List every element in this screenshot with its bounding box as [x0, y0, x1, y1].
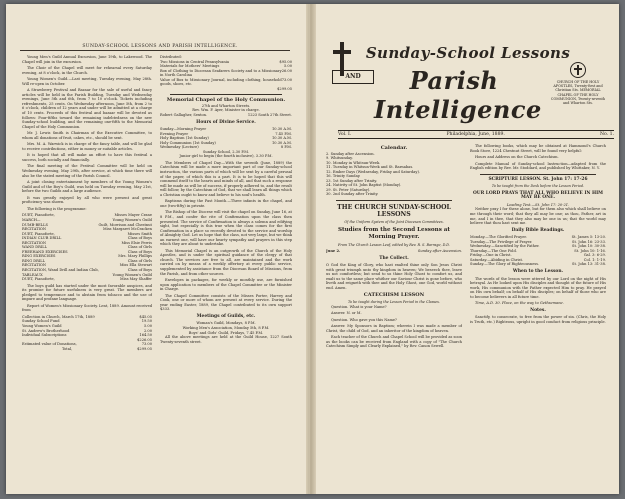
masthead-and: AND — [332, 70, 374, 84]
programme-item: RING DRILL Class of Girls — [22, 258, 152, 263]
entertainment-notice: A joint closing entertainment by members of the Young Women's Guild and of the Boy's Guild, was held on Tuesday evening, May 21st, before the two Guilds and a large audience. — [22, 180, 152, 194]
baptisms-notice: Baptisms during the Past Month.—Three infants in the chapel, and one (two-fifty) in private. — [160, 199, 292, 208]
guild-notice: Young Women's Guild.—Last meeting, Tuesday evening, May 28th. Will re-open in October. — [22, 77, 152, 86]
boys-guild-notice: The boys guild has started under the most favorable auspices, and its promise for future usefulness is very great. The members are pledged to temperance and to abstain from tobacco and the use of impure and profane language. — [22, 283, 152, 302]
church-emblem — [548, 62, 608, 105]
ledger-estimated: Estimated value of Donations, 73.00 — [22, 342, 152, 347]
seal-icon — [570, 62, 586, 78]
leading-text: Neither pray I for these alone, but for them also which shall believe on me through their word; that they all may be one; as thou, Father, art in me, and I in thee, that they also may be one in us; that the world may believe that thou hast sent me. — [470, 207, 606, 226]
right-column-2 — [470, 144, 606, 489]
book-item-2: Complete Manual of Sunday-school Instruction—adapted from the English edition by Rev. Mr. Stoddard, and published by Whittaker, N. Y. — [470, 161, 606, 171]
junior-guild-time: Junior girl to begin (the fourth inclusive), 3.30 P.M. — [179, 154, 273, 159]
meeting-item: Boys' and Girls' Guild, Fridays, 7.45 P.M. — [188, 330, 264, 335]
daily-reading: Tuesday.—The Privilege of Prayer. St. John 16: 23-33. — [470, 239, 606, 244]
masthead-title-line2: Parish Intelligence — [374, 66, 542, 124]
left-column-1 — [22, 55, 152, 485]
chapel-sexton: Robert Gallagher, Sexton. 1223 South 27th Street. — [160, 113, 292, 118]
distributed-ledger — [160, 60, 292, 92]
programme-intro: The following is the programme: — [27, 206, 87, 211]
daily-reading: Thursday.—The One Fold. St. John 10: 1-16. — [470, 248, 606, 253]
programme-item: RECITATION Miss Ella Stewart — [22, 263, 152, 268]
lesson-intro-text: The words of the lesson were uttered by our Lord on the night of His betrayal. As He looked upon His disciples and thought of the future of His work, His communion with the Father expected Him to pray. He prayed on His own behalf; on behalf of His disciples; on behalf of those who are to become believers in all future time. — [470, 276, 606, 299]
masthead — [324, 40, 612, 138]
chapel-heading: Memorial Chapel of the Holy Communion. — [166, 97, 286, 104]
ledger-row: Young Women's Guild 5.00 — [22, 323, 152, 328]
calendar-item: 24. Nativity of St. John Baptist (Monday). — [326, 183, 402, 188]
ledger-total: Total, $299.05 — [62, 346, 152, 351]
fancy-table-notice: Mrs. M. A. Warwick is in charge of the fancy table, and will be glad to receive contributions, either in money or suitable articles. — [22, 142, 152, 151]
calendar-item: 2. Sunday after Ascension. — [326, 151, 375, 156]
catechism-heading: CATECHISM LESSON — [363, 292, 425, 299]
daily-reading: Wednesday.—Sanctified by the Father. St. John 10: 30-38. — [470, 244, 606, 249]
scripture-heading: SCRIPTURE LESSON. St. John 17: 17-26 — [488, 176, 588, 182]
programme-list — [22, 213, 152, 281]
programme-item: DUMB-BELLS Guilt, Morrison and Chestnut — [22, 222, 152, 227]
confirmation-notice: The Bishop of the Diocese will visit the chapel on Sunday, June 16, at 8 P.M., and confer the rite of Confirmation upon the class then presented. The service of Confirmation is always a solemn and edifying sight, but especially is this true when the class comes for the first Confirmation in a place so recently devoted to the service and worship of Almighty God. Let us hope that the class, not very large, but we think an earnest one, will have our hearty sympathy and prayers in this step which they are about to undertake. — [160, 210, 292, 247]
programme-item: RECITATION Miss Margaret McCracken — [22, 227, 152, 232]
studies-heading: Studies from the Second Lessons at Morning Prayer. — [337, 226, 451, 240]
hours-row: Wednesday (Lecture) 8 P.M. — [160, 145, 292, 150]
calendar-heading: Calendar. — [380, 145, 408, 151]
programme-item: DUET, Pianoforte, Misses Mayer Crane — [22, 213, 152, 218]
catechism-question-1: Question. What is your Name? — [331, 304, 387, 309]
head-rule — [20, 50, 290, 51]
missionary-report-intro: Report of Women's Missionary Society. Lent, 1889. Amount received from — [22, 303, 152, 313]
chapel-history: This Memorial Chapel is an outgrowth of the Church of the Holy Apostles, and is under the spiritual guidance of the clergy of that church. The services are free to all, are maintained and the work carried on by means of a weekly offertory at every public service, supplemented by assistance from the Diocesan Board of Missions, from the Parish, and from other sources. — [160, 248, 292, 276]
issue-number: No. 1. — [599, 132, 614, 137]
left-column-2 — [160, 55, 292, 485]
running-head: SUNDAY-SCHOOL LESSONS AND PARISH INTELLIGENCE. — [82, 44, 238, 49]
committee-meeting: The final meeting of the Festival Committee will be held on Wednesday evening, May 29th, after service, at which time there will also be the stated meeting of the Parish Council. — [22, 164, 152, 178]
lessons-heading: THE CHURCH SUNDAY-SCHOOL LESSONS — [337, 204, 451, 219]
entertainment-enjoyed: It was greatly enjoyed by all who were present and great proficiency was shown. — [22, 195, 152, 205]
emblem-text: CHURCH OF THE HOLY APOSTLES, Twenty-first and Christian Sts. MEMORIAL CHAPEL OF THE HOLY COMMUNION, Twenty-seventh and Wharton Sts. — [550, 80, 606, 106]
ledger-row: Box of Clothing to Diocesan Seafarers Society and to a Missionary in North Carolina 26.00 — [160, 68, 292, 78]
catechism-subheading: To be taught during the Lesson Period in the Classes. — [347, 300, 440, 305]
programme-item: WAND DRILL Class of Girls — [22, 245, 152, 250]
hours-list — [160, 127, 292, 150]
ledger-row: Two Missions in Central Pennsylvania $95.00 — [160, 59, 292, 64]
leading-text-heading: Leading Text.—St. John 17: 20-21. — [506, 202, 570, 207]
ledger-subtotal: $226.05 — [137, 337, 152, 342]
catechism-answer-2: Answer. My Sponsors in Baptism; wherein I was made a member of Christ, the child of God, and an inheritor of the kingdom of heaven. — [326, 324, 462, 333]
daily-reading: Friday.—One in Christ. Gal. 3: 6-29. — [470, 253, 606, 258]
ledger-row: St. Andrew's Brotherhood 2.00 — [22, 328, 152, 333]
programme-item: DUET, Pianoforte, Misses Smith — [22, 231, 152, 236]
books-notice: The following books, which may be obtained at Hammond's Church Book Store, 1224 Chestnut Street, will be found very helpful: — [470, 144, 606, 153]
envelopes-notice: Envelopes in packages, for weekly or monthly use, are furnished upon application to members of the Chapel Committee or the Minister in Charge. — [160, 278, 292, 292]
excursion-notice: Young Men's Guild Annual Excursion, June 19th, to Lakewood. The Chapel will join in the excursion. — [22, 55, 152, 64]
calendar-item: 12. Ember Days (Wednesday, Friday and Saturday). — [326, 169, 420, 174]
catechism-answer-1: Answer. N. or M. — [331, 311, 362, 316]
ledger-row: Sunday School Fund 19.50 — [22, 319, 152, 324]
calendar-item: 23. 1st Sunday after Trinity. — [326, 178, 378, 183]
scripture-theme: OUR LORD PRAYS THAT ALL WHO BELIEVE IN HIM MAY BE ONE. — [472, 190, 604, 201]
programme-item: RECITATION, Wand Drill and Indian Club, Class of Boys — [22, 267, 152, 272]
chapel-address: 27th and Wharton Streets. — [201, 103, 251, 108]
calendar-item: 9. Whitsunday. — [326, 156, 353, 161]
meetings-heading: Meetings of Guilds, etc. — [196, 313, 256, 319]
programme-item: TABLEAUX Young Women's Guild — [22, 272, 152, 277]
programme-item: RING EXERCISES Mrs. Mary Phillips — [22, 254, 152, 259]
collect-text: O God the King of Glory, who hast exalted thine only Son Jesus Christ with great triumph unto thy kingdom in heaven; We beseech thee, leave us not comfortless; but send to us thine Holy Ghost to comfort us, and exalt us to the same place whither our Saviour Christ is gone before, who liveth and reigneth with thee and the Holy Ghost, one God, world without end. Amen. — [326, 263, 462, 290]
calendar-list — [326, 152, 462, 197]
daily-reading: Saturday.—Abiding in Christ. Col. 1: 1-19. — [470, 257, 606, 262]
programme-item: FREEHAND EXERCISES Class of Boys — [22, 249, 152, 254]
festival-notice: A Strawberry Festival and Bazaar for the sale of useful and fancy articles will be held in the Parish Building, Tuesday and Wednesday evenings, June 5th and 6th, from 7 to 10 o'clock. Tickets including refreshments, 25 cents. On Wednesday afternoon, June 5th, from 2 to 6 o'clock, children of 12 years and under will be admitted at a charge of 10 cents. Proceeds of this festival and bazaar will be devoted as follows: Four-fifths toward the remaining indebtedness on the new Sunday-school building, and the remaining one-fifth to the Memorial Chapel of the Holy Communion. — [22, 88, 152, 129]
collect-heading: The Collect. — [379, 255, 409, 261]
hours-row: Sunday—Morning Prayer 10.30 A.M. — [160, 127, 292, 132]
programme-item: MARCH— Young Women's Guild — [22, 217, 152, 222]
receipts-ledger — [22, 315, 152, 351]
daily-reading: Sunday.—The Glory of Righteousness. St. John 13: 31-38. — [470, 262, 606, 267]
volume: Vol. I. — [338, 132, 352, 137]
notes-heading: Notes. — [530, 307, 546, 313]
sunday-school-time: Sunday School, 2.30 P.M. — [202, 149, 250, 154]
time-place: Time, A.D. 30. Place, on the way to Gethsemane. — [475, 301, 564, 306]
programme-item: RECITATION Miss Elsie Ferris — [22, 240, 152, 245]
programme-item: DUET, Pianoforte, Miss May Shaffer — [22, 277, 152, 282]
meetings-location: All the above meetings are held at the Guild House, 1227 South Twenty-seventh street. — [160, 335, 292, 344]
chapel-committee: The Chapel Committee consists of the Misses Porter, Harvey and Cook, one or more of whom are present at every service. During the year ending Easter, 1889, the Chapel contributed to its own support $333. — [160, 293, 292, 312]
chairman-notice: Mr. J. Lewis Smith is Chairman of the Executive Committee, to whom all donations of fruit, cakes, etc., should be sent. — [22, 131, 152, 140]
chapel-minister: Rev. Wm. F. Ayer, Minister in charge. — [192, 108, 260, 113]
right-page — [314, 4, 619, 494]
issue-date: Philadelphia, June, 1889. — [446, 132, 505, 137]
scripture-subheading: To be taught from the Desk before the Lesson Period. — [491, 184, 585, 189]
lessons-subheading: Of the Uniform System of the Joint Diocesan Committees. — [344, 220, 444, 225]
ledger-row: Individual Subscriptions 164.50 — [22, 333, 152, 338]
meeting-item: Working Men's Association, Monday 5th, 8 P.M. — [182, 325, 270, 330]
meeting-item: Woman's Guild, Mondays, 8 P.M. — [196, 321, 256, 326]
catechism-notice: The Members of Chapel Day.—With the seventh (June, 1889) the Catechism will be made a more important part of our Sunday-school instruction, the various parts of which will be sent by a careful perusal of the paper, of which this is a part. It is to be hoped that this will commend itself to the hearts and minds of all, and that such a response will be made as will be of success, if properly adhered to, and the result will follow, by the Catechism of God, that we shall learn all things which a Christian ought to know and believe to his soul's health. — [160, 160, 292, 197]
daily-readings-list — [470, 235, 606, 267]
calendar-item: 10. Monday in Whitsun-Week. — [326, 160, 381, 165]
issue-bar — [338, 130, 614, 139]
catechism-books-notice: Each teacher of the Church and Chapel School will be provided as soon as the books can be received from England with a copy of "The Church Catechism Simply and Clearly Explained," by Rev. Canon Sewell. — [326, 335, 462, 349]
choir-notice: The Choir of the Chapel will meet for rehearsal every Saturday evening, at 8 o'clock, in the Church. — [22, 66, 152, 75]
daily-reading: Monday.—The Glorified Prayer. St. James 5: 13-20. — [470, 235, 606, 240]
left-page — [6, 4, 310, 494]
daily-readings-heading: Daily Bible Readings. — [511, 227, 565, 233]
catechism-question-2: Question. Who gave you this Name? — [331, 317, 397, 322]
section-rule — [336, 200, 452, 201]
calendar-item: 29. St. Peter (Saturday). — [326, 187, 371, 192]
section-rule — [480, 174, 596, 175]
ledger-row: Value of Box to Missionary Journal, including clothing, household goods, shoes, etc. 73.00 — [160, 77, 292, 87]
hours-heading: Hours of Divine Service. — [196, 119, 256, 125]
studies-source: From The Church Lesson Leaf, edited by Rev. R. S. Barrage, D.D. — [338, 242, 450, 247]
ledger-row: Materials for Mothers' Meetings 5.00 — [160, 64, 292, 69]
distributed-heading: Distributed: — [160, 55, 182, 59]
festival-hope: It is hoped that all will make an effort to have this festival a success, both socially and financially. — [22, 153, 152, 162]
programme-item: INDIAN CLUB DRILL Class of Boys — [22, 236, 152, 241]
lesson-date-row: June 2. Sunday after Ascension. — [326, 249, 462, 254]
calendar-item: 11. Tuesday in Whitsun-Week and St. Barnabas. — [326, 165, 414, 170]
lesson-intro-heading: When to the Lesson. — [512, 269, 564, 275]
hours-row: Holy Communion (1st Sunday) 10.30 A.M. — [160, 140, 292, 145]
notes-text: Sanctify, to consecrate, to free from the power of sin. (Chris, the Holy is Truth, etc.) Righteous, upright in good conduct from religious principle. — [470, 315, 606, 324]
calendar-item: 30. 2nd Sunday after Trinity. — [326, 192, 379, 197]
ledger-total: $299.05 — [277, 86, 292, 91]
hours-row: Evening Prayer 7.45 P.M. — [160, 131, 292, 136]
book-item-1: Hours and Address on the Church Catechism. — [475, 155, 559, 160]
newspaper-spread — [6, 4, 619, 494]
ledger-row: Collection in Church, March 17th, 1889 $45.05 — [22, 314, 152, 319]
masthead-title-line1: Sunday-School Lessons — [365, 44, 571, 62]
right-column-1 — [326, 144, 462, 489]
hours-row: Holy Baptism (1st Sunday) 10.30 A.M. — [160, 136, 292, 141]
section-rule — [170, 94, 282, 95]
calendar-item: 16. Trinity Sunday. — [326, 174, 361, 179]
